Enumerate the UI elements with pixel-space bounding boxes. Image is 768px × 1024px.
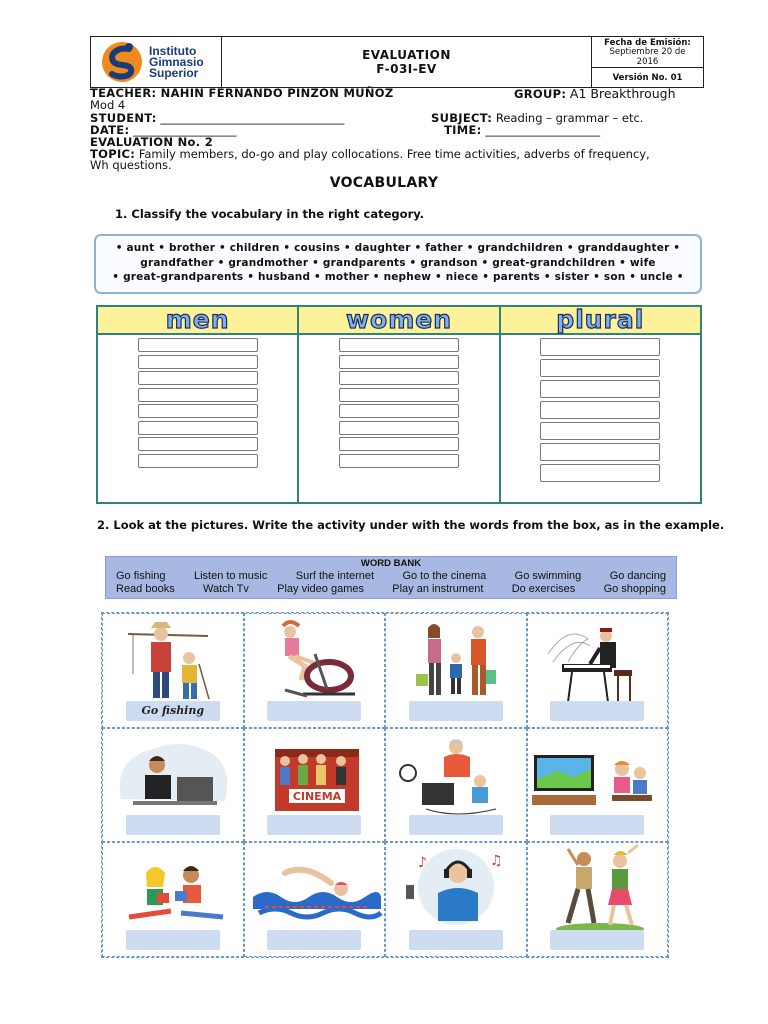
- logo-emblem-icon: [99, 39, 145, 85]
- word-bank-item: Go to the cinema: [402, 570, 487, 582]
- logo-line-3: Superior: [149, 65, 199, 80]
- answer-box[interactable]: [409, 815, 503, 835]
- exercise-2-instruction: 2. Look at the pictures. Write the activity under with the words from the box, as in the example.: [97, 518, 725, 532]
- activity-word-bank: [105, 556, 677, 599]
- picture-cell: [244, 842, 386, 957]
- word-bank-item: Do exercises: [511, 583, 576, 595]
- men-heading: men: [165, 305, 230, 334]
- exercise-1-instruction: 1. Classify the vocabulary in the right category.: [115, 207, 425, 221]
- men-answer-slot[interactable]: [138, 338, 258, 352]
- women-answer-slot[interactable]: [339, 338, 459, 352]
- plural-answer-slot[interactable]: [540, 359, 660, 377]
- date-blank[interactable]: __________________: [129, 123, 237, 137]
- men-answer-slot[interactable]: [138, 388, 258, 402]
- plural-answer-slot[interactable]: [540, 443, 660, 461]
- men-answer-slot[interactable]: [138, 437, 258, 451]
- topic-line: TOPIC: Family members, do-go and play collocations. Free time activities, adverbs of frequency,: [90, 147, 650, 161]
- answer-box[interactable]: [550, 815, 644, 835]
- picture-cell: [385, 728, 527, 843]
- picture-cell: [244, 613, 386, 728]
- answer-box[interactable]: [126, 930, 220, 950]
- word-bank-row-1: [106, 570, 676, 583]
- document-meta: [592, 37, 703, 87]
- answer-box-example[interactable]: [126, 701, 220, 721]
- issue-date-line-2: 2016: [636, 56, 659, 67]
- word-bank-item: Go shopping: [603, 583, 666, 595]
- answer-box[interactable]: [267, 930, 361, 950]
- issue-date-line-1: Septiembre 20 de: [609, 47, 686, 57]
- group-line-cont: Mod 4: [90, 98, 126, 112]
- plural-answer-slot[interactable]: [540, 422, 660, 440]
- word-bank-title: WORD BANK: [360, 558, 422, 569]
- men-answer-slot[interactable]: [138, 404, 258, 418]
- women-answer-slot[interactable]: [339, 421, 459, 435]
- document-code: F-03I-EV: [376, 62, 437, 76]
- logo-line-1: Instituto: [149, 43, 197, 58]
- cinema-sign-text: CINEMA: [292, 789, 341, 803]
- word-bank-item: Surf the internet: [295, 570, 375, 582]
- version-label: Versión No. 01: [612, 72, 683, 83]
- word-bank-item: Play video games: [277, 583, 364, 595]
- picture-cell: [102, 728, 244, 843]
- word-line-2: grandfather • grandmother • grandparents • grandson • great-grandchildren • wife: [140, 256, 656, 269]
- men-column: [98, 307, 299, 502]
- plural-answer-slot[interactable]: [540, 380, 660, 398]
- group-line: GROUP: A1 Breakthrough: [514, 86, 676, 101]
- student-line: STUDENT: ________________________________: [90, 111, 345, 125]
- time-line: TIME: ____________________: [444, 123, 601, 137]
- answer-box[interactable]: [267, 815, 361, 835]
- document-title: EVALUATION: [362, 48, 451, 62]
- word-bank-item: Play an instrument: [392, 583, 484, 595]
- picture-cell: [385, 842, 527, 957]
- women-answer-slot[interactable]: [339, 404, 459, 418]
- activity-picture-grid: [101, 612, 669, 958]
- plural-answer-slot[interactable]: [540, 464, 660, 482]
- picture-cell: [102, 613, 244, 728]
- subject-line: SUBJECT: Reading – grammar – etc.: [431, 111, 644, 125]
- men-answer-slot[interactable]: [138, 421, 258, 435]
- women-answer-slot[interactable]: [339, 388, 459, 402]
- picture-cell: [244, 728, 386, 843]
- answer-box[interactable]: [550, 930, 644, 950]
- student-blank[interactable]: ________________________________: [156, 111, 345, 125]
- women-column: [299, 307, 500, 502]
- picture-cell: [527, 613, 669, 728]
- picture-cell: [527, 842, 669, 957]
- section-title: VOCABULARY: [329, 175, 439, 191]
- evaluation-number: EVALUATION No. 2: [90, 135, 214, 149]
- word-line-1: • aunt • brother • children • cousins • daughter • father • grandchildren • granddaughter •: [115, 242, 681, 254]
- svg-text:♫: ♫: [490, 853, 503, 870]
- word-bank-row-2: [106, 583, 676, 596]
- men-answer-slot[interactable]: [138, 355, 258, 369]
- logo-line-2: Gimnasio: [149, 54, 204, 69]
- school-logo: [91, 37, 222, 87]
- svg-text:♪: ♪: [418, 855, 427, 872]
- men-answer-slot[interactable]: [138, 371, 258, 385]
- teacher-line: TEACHER: NAHIN FERNANDO PINZON MUÑOZ: [90, 86, 394, 100]
- answer-box[interactable]: [267, 701, 361, 721]
- picture-cell: [385, 613, 527, 728]
- issue-label: Fecha de Emisión:: [604, 38, 691, 48]
- answer-box[interactable]: [409, 930, 503, 950]
- plural-answer-slot[interactable]: [540, 338, 660, 356]
- word-bank-item: Read books: [116, 583, 175, 595]
- women-heading: women: [345, 305, 453, 334]
- date-line: DATE: __________________: [90, 123, 237, 137]
- plural-heading: plural: [556, 305, 645, 334]
- women-answer-slot[interactable]: [339, 454, 459, 468]
- vocabulary-word-box: [94, 234, 702, 294]
- topic-line-2: Wh questions.: [90, 158, 172, 172]
- word-bank-item: Go dancing: [609, 570, 666, 582]
- answer-box[interactable]: [550, 701, 644, 721]
- answer-box[interactable]: [126, 815, 220, 835]
- document-header: [90, 36, 704, 88]
- plural-column: [501, 307, 700, 502]
- men-answer-slot[interactable]: [138, 454, 258, 468]
- document-title-block: [222, 37, 592, 87]
- word-bank-item: Watch Tv: [203, 583, 249, 595]
- answer-box[interactable]: [409, 701, 503, 721]
- classification-table: [96, 305, 702, 504]
- women-answer-slot[interactable]: [339, 371, 459, 385]
- word-bank-item: Go fishing: [116, 570, 166, 582]
- picture-cell: [527, 728, 669, 843]
- women-answer-slot[interactable]: [339, 355, 459, 369]
- time-blank[interactable]: ____________________: [481, 123, 601, 137]
- picture-cell: [102, 842, 244, 957]
- word-bank-item: Go swimming: [514, 570, 582, 582]
- example-answer: Go fishing: [141, 704, 205, 718]
- word-line-3: • great-grandparents • husband • mother • nephew • niece • parents • sister • son • uncle •: [112, 271, 684, 283]
- plural-answer-slot[interactable]: [540, 401, 660, 419]
- women-answer-slot[interactable]: [339, 437, 459, 451]
- word-bank-item: Listen to music: [193, 570, 268, 582]
